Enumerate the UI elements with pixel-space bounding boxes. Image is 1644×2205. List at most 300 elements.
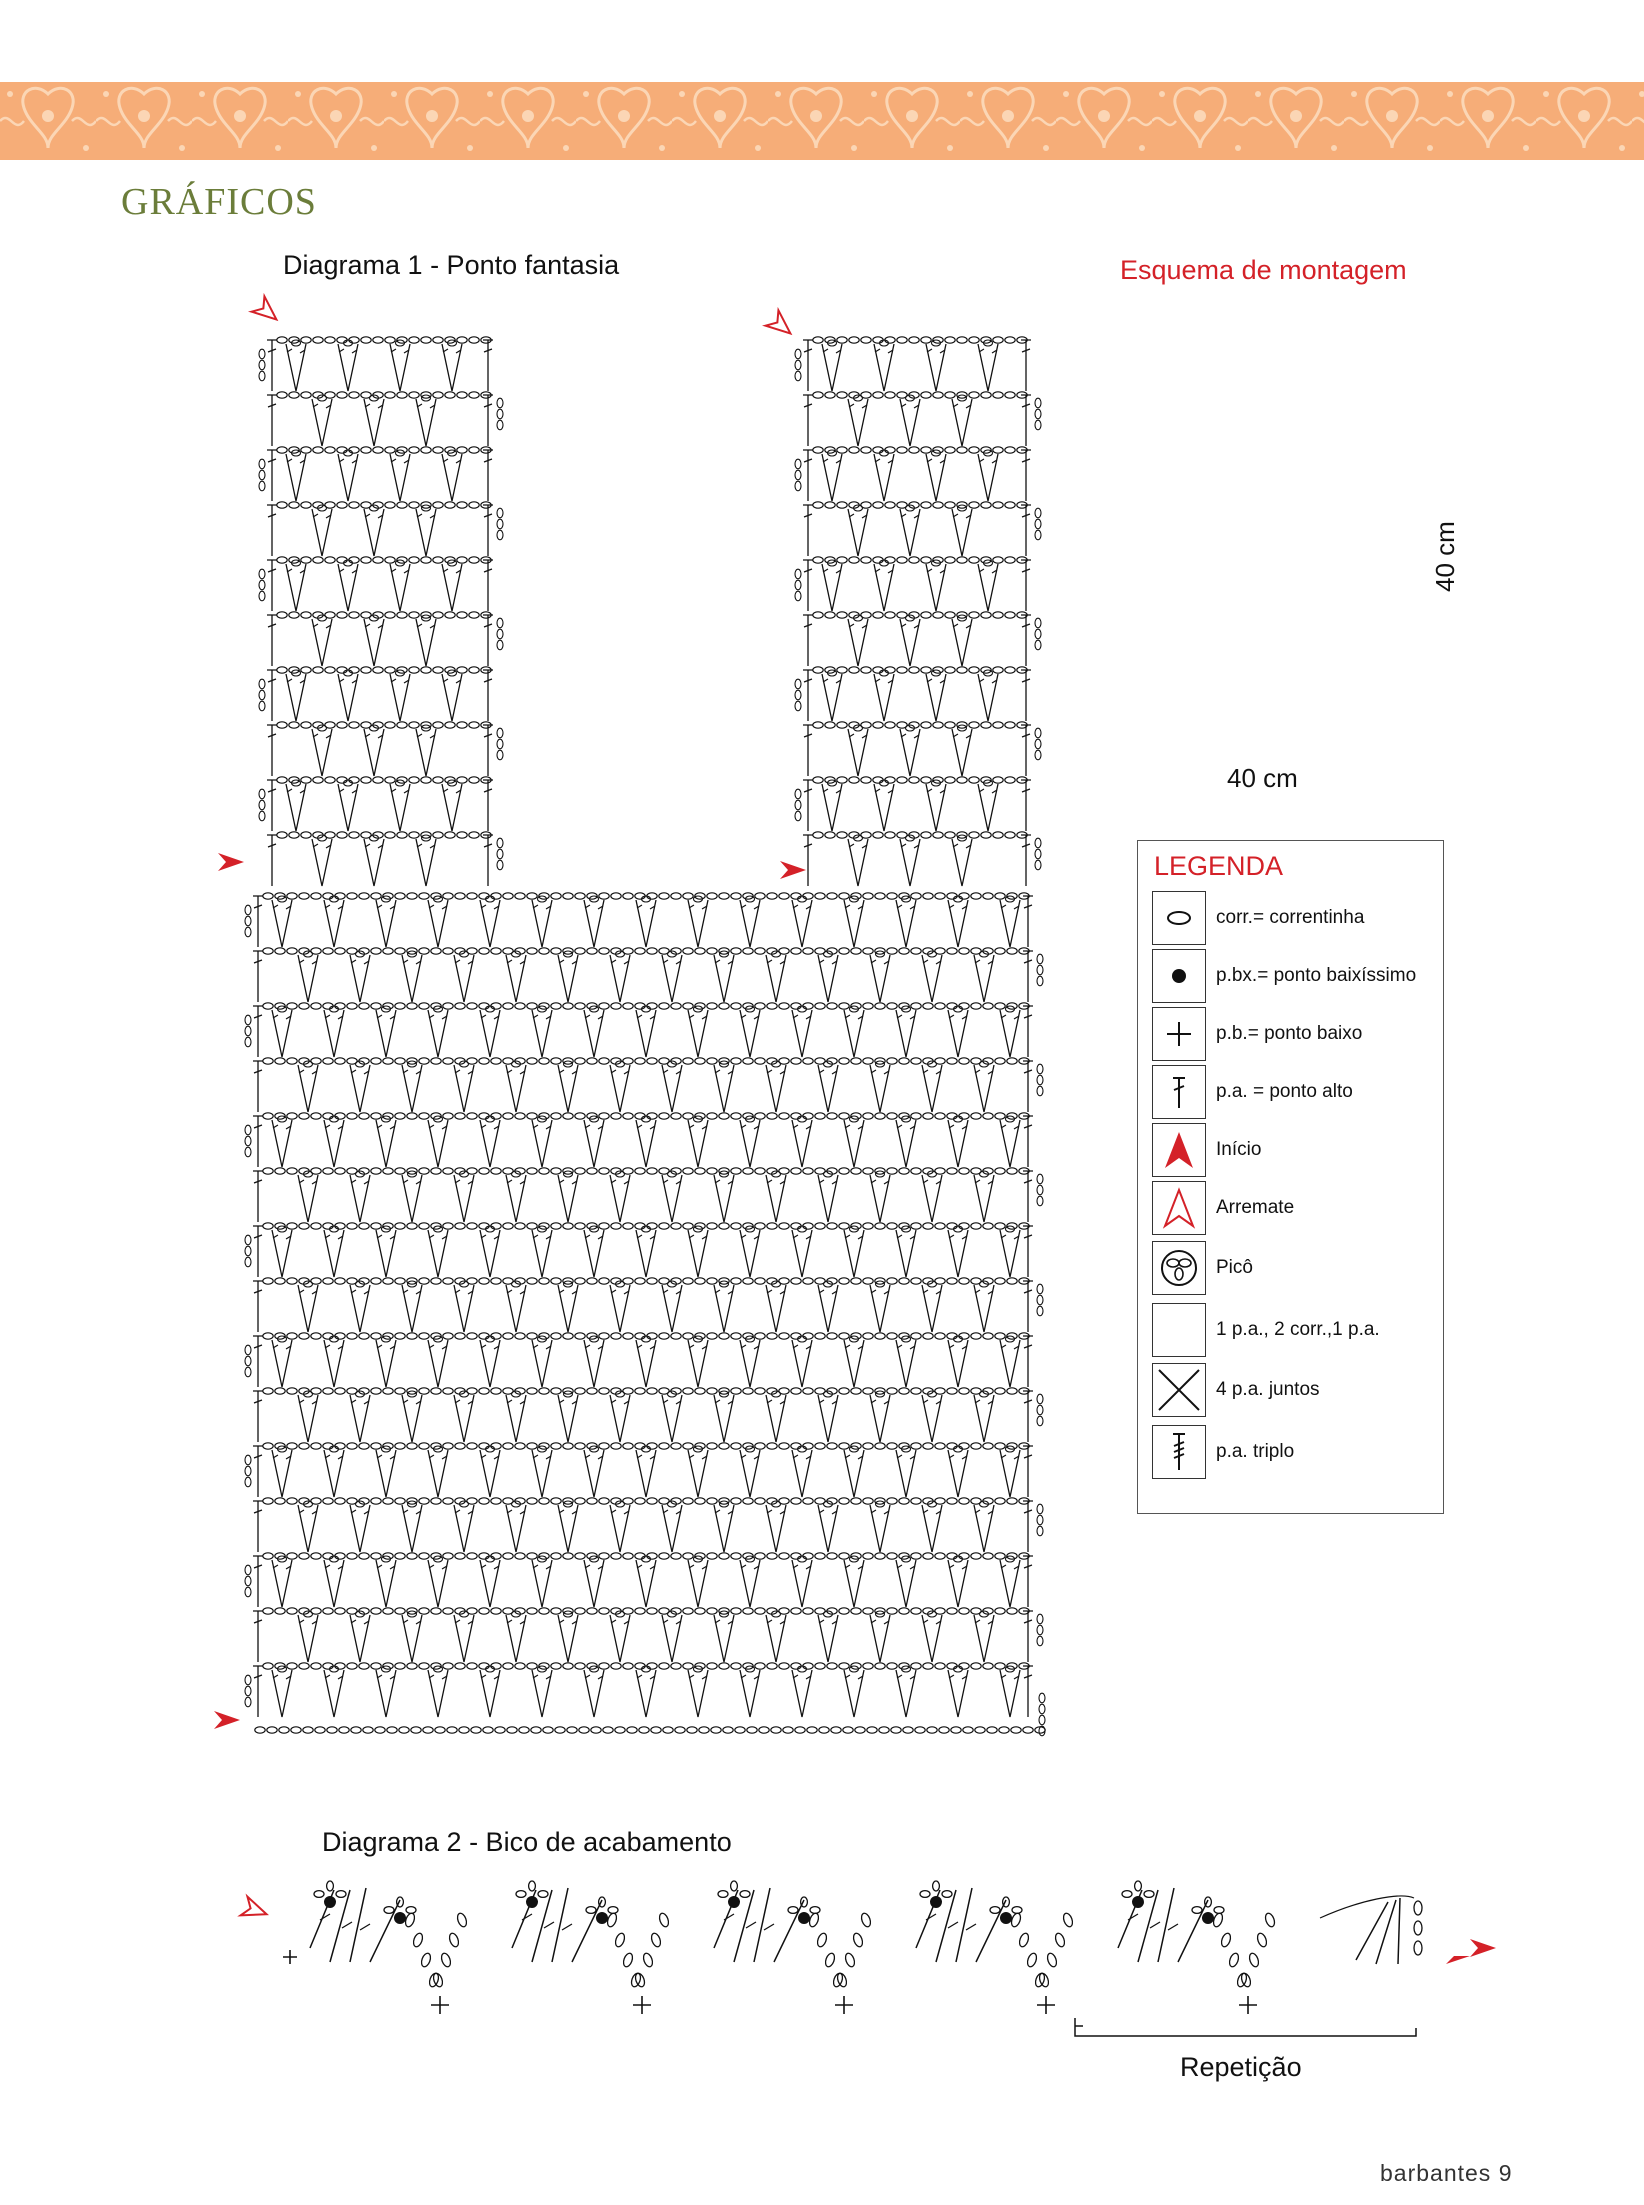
v-stitch bbox=[298, 951, 318, 1002]
chain-stitch bbox=[301, 667, 311, 673]
v-stitch bbox=[822, 670, 842, 721]
chain-stitch bbox=[863, 1388, 873, 1394]
chain-stitch bbox=[861, 667, 871, 673]
v-stitch bbox=[272, 1666, 292, 1717]
v-stitch bbox=[948, 896, 968, 947]
chain-stitch bbox=[479, 1058, 489, 1064]
turning-chain bbox=[1035, 508, 1041, 518]
legend-label: corr.= correntinha bbox=[1216, 907, 1365, 928]
v-stitch bbox=[870, 1281, 890, 1332]
chain-stitch bbox=[277, 392, 287, 398]
chain-stitch bbox=[419, 1168, 429, 1174]
v-stitch bbox=[350, 1061, 370, 1112]
v-stitch bbox=[636, 1336, 656, 1387]
v-stitch bbox=[896, 1666, 916, 1717]
chain-stitch bbox=[395, 1553, 405, 1559]
repeat-bracket bbox=[1075, 2018, 1416, 2036]
legend-item-double-crochet bbox=[1152, 1065, 1437, 1121]
chain-stitch bbox=[873, 722, 883, 728]
v-stitch bbox=[662, 1611, 682, 1662]
chain-stitch bbox=[467, 1113, 477, 1119]
chain-stitch bbox=[469, 722, 479, 728]
chain-stitch bbox=[325, 557, 335, 563]
chain-stitch bbox=[707, 1003, 717, 1009]
v-stitch bbox=[454, 1501, 474, 1552]
chain-stitch bbox=[435, 1727, 445, 1733]
turning-chain bbox=[259, 481, 265, 491]
edge-double-crochet bbox=[1023, 951, 1033, 1002]
slip-stitch-icon bbox=[1152, 949, 1206, 1003]
chain-stitch bbox=[599, 1168, 609, 1174]
chain-stitch bbox=[971, 1443, 981, 1449]
chain-stitch bbox=[957, 667, 967, 673]
chain-stitch bbox=[707, 1388, 717, 1394]
v-stitch bbox=[286, 780, 306, 831]
chain-stitch bbox=[551, 1223, 561, 1229]
chain-stitch bbox=[599, 1553, 609, 1559]
turning-chain bbox=[1037, 1295, 1043, 1305]
chain-stitch bbox=[683, 1608, 693, 1614]
chain-stitch bbox=[299, 1333, 309, 1339]
v-stitch bbox=[688, 1556, 708, 1607]
turning-chain bbox=[245, 1125, 251, 1135]
v-stitch bbox=[584, 1116, 604, 1167]
edge-double-crochet bbox=[1023, 1061, 1033, 1112]
chain-stitch bbox=[767, 1333, 777, 1339]
v-stitch bbox=[926, 780, 946, 831]
chain-stitch bbox=[945, 557, 955, 563]
chain-stitch bbox=[861, 777, 871, 783]
chain-stitch bbox=[311, 893, 321, 899]
chain-stitch bbox=[683, 1663, 693, 1669]
chain-stitch bbox=[837, 612, 847, 618]
chain-stitch bbox=[923, 893, 933, 899]
chain-stitch bbox=[987, 1727, 997, 1733]
chain-stitch bbox=[837, 667, 847, 673]
chain-stitch bbox=[551, 1498, 561, 1504]
chain-stitch bbox=[863, 1553, 873, 1559]
chain-stitch bbox=[469, 667, 479, 673]
chain-stitch bbox=[323, 1498, 333, 1504]
chain-stitch bbox=[731, 1663, 741, 1669]
chain-stitch bbox=[371, 1443, 381, 1449]
legend-item-triple-crochet bbox=[1152, 1425, 1437, 1481]
chain-stitch bbox=[719, 893, 729, 899]
chain-stitch bbox=[851, 948, 861, 954]
chain-stitch bbox=[921, 777, 931, 783]
chain-stitch bbox=[945, 337, 955, 343]
chain-stitch bbox=[455, 893, 465, 899]
v-stitch bbox=[874, 670, 894, 721]
v-stitch bbox=[822, 780, 842, 831]
chain-stitch bbox=[287, 1333, 297, 1339]
v-stitch bbox=[714, 1061, 734, 1112]
turning-chain bbox=[497, 409, 503, 419]
chain-stitch bbox=[699, 1727, 709, 1733]
v-stitch bbox=[922, 1281, 942, 1332]
chain-stitch bbox=[491, 1608, 501, 1614]
diagram1-caption: Diagrama 1 - Ponto fantasia bbox=[283, 250, 620, 280]
scallop-repeat bbox=[714, 1881, 872, 2014]
chain-stitch bbox=[301, 557, 311, 563]
chain-stitch bbox=[839, 1443, 849, 1449]
chain-stitch bbox=[527, 1278, 537, 1284]
v-stitch bbox=[792, 1556, 812, 1607]
chain-stitch bbox=[335, 1608, 345, 1614]
chain-stitch bbox=[837, 777, 847, 783]
chain-stitch bbox=[419, 1663, 429, 1669]
end-turning-chain bbox=[1414, 1941, 1422, 1955]
chain-stitch bbox=[503, 1663, 513, 1669]
edge-double-crochet bbox=[253, 1391, 263, 1442]
v-stitch bbox=[844, 1226, 864, 1277]
legend-title: LEGENDA bbox=[1154, 851, 1284, 881]
chain-stitch bbox=[395, 893, 405, 899]
chain-stitch bbox=[263, 1113, 273, 1119]
stitch-marks bbox=[1128, 1914, 1178, 1930]
chain-stitch bbox=[683, 1553, 693, 1559]
legend-label: Arremate bbox=[1216, 1197, 1295, 1218]
turning-chain bbox=[795, 789, 801, 799]
chain-stitch bbox=[813, 502, 823, 508]
chain-stitch bbox=[337, 832, 347, 838]
turning-chain bbox=[795, 679, 801, 689]
chain-stitch bbox=[671, 1113, 681, 1119]
edge-double-crochet bbox=[803, 560, 813, 611]
chain-stitch bbox=[291, 1727, 301, 1733]
edge-double-crochet bbox=[267, 670, 277, 721]
chain-stitch bbox=[635, 1608, 645, 1614]
chain-stitch bbox=[575, 1113, 585, 1119]
chain-stitch bbox=[395, 1663, 405, 1669]
chain-stitch bbox=[933, 832, 943, 838]
chain-stitch bbox=[743, 1608, 753, 1614]
chain-stitch bbox=[539, 1168, 549, 1174]
chain-stitch bbox=[647, 1388, 657, 1394]
chain-stitch bbox=[707, 948, 717, 954]
chain-stitch bbox=[851, 1608, 861, 1614]
v-stitch bbox=[532, 1006, 552, 1057]
chain-stitch bbox=[861, 447, 871, 453]
edge-double-crochet bbox=[483, 835, 493, 886]
v-stitch bbox=[272, 1336, 292, 1387]
chain-stitch bbox=[311, 1443, 321, 1449]
chain-stitch bbox=[445, 722, 455, 728]
start-arrow-edging bbox=[1470, 1939, 1496, 1957]
v-stitch bbox=[978, 780, 998, 831]
chain-stitch bbox=[969, 832, 979, 838]
single-crochet bbox=[835, 1996, 853, 2014]
picot bbox=[586, 1897, 618, 1924]
edge-double-crochet bbox=[1023, 1281, 1033, 1332]
chain-stitch bbox=[387, 1727, 397, 1733]
turning-chain bbox=[497, 420, 503, 430]
legend-item-chain bbox=[1152, 891, 1437, 947]
chain-stitch bbox=[779, 1443, 789, 1449]
chain-stitch bbox=[875, 1333, 885, 1339]
v-stitch bbox=[480, 1006, 500, 1057]
chain-stitch bbox=[969, 722, 979, 728]
chain-stitch bbox=[639, 1727, 649, 1733]
chain-stitch bbox=[731, 893, 741, 899]
chain-stitch bbox=[851, 1058, 861, 1064]
v-stitch bbox=[740, 1116, 760, 1167]
v-stitch bbox=[610, 1171, 630, 1222]
v-stitch bbox=[844, 1446, 864, 1497]
turning-chain bbox=[795, 371, 801, 381]
chain-stitch bbox=[815, 1553, 825, 1559]
chain-stitch bbox=[827, 1333, 837, 1339]
v-stitch bbox=[376, 1116, 396, 1167]
v-stitch bbox=[428, 1336, 448, 1387]
chain-stitch bbox=[575, 1443, 585, 1449]
chain-stitch bbox=[995, 1003, 1005, 1009]
chain-stitch bbox=[1007, 1168, 1017, 1174]
chain-stitch bbox=[995, 1388, 1005, 1394]
v-stitch bbox=[766, 1061, 786, 1112]
v-stitch bbox=[364, 395, 384, 446]
v-stitch bbox=[350, 1391, 370, 1442]
chain-stitch bbox=[361, 777, 371, 783]
chain-stitch bbox=[791, 1168, 801, 1174]
chain-stitch bbox=[503, 1003, 513, 1009]
edge-double-crochet bbox=[1021, 780, 1031, 831]
v-stitch bbox=[350, 1281, 370, 1332]
chain-stitch bbox=[575, 1388, 585, 1394]
chain-stitch bbox=[255, 1727, 265, 1733]
turning-chain bbox=[245, 1455, 251, 1465]
chain-stitch bbox=[313, 557, 323, 563]
chain-stitch bbox=[469, 337, 479, 343]
chain-stitch bbox=[563, 1333, 573, 1339]
chain-stitch bbox=[755, 1608, 765, 1614]
chain-stitch bbox=[275, 1058, 285, 1064]
chain-stitch bbox=[385, 722, 395, 728]
v-stitch bbox=[844, 1116, 864, 1167]
chain-stitch bbox=[911, 948, 921, 954]
chain-stitch bbox=[855, 1727, 865, 1733]
chain-stitch bbox=[995, 1223, 1005, 1229]
chain-stitch bbox=[923, 1663, 933, 1669]
chain-stitch bbox=[803, 948, 813, 954]
chain-stitch bbox=[275, 1498, 285, 1504]
chain-stitch bbox=[551, 1168, 561, 1174]
chain-stitch bbox=[885, 722, 895, 728]
turning-chain bbox=[245, 1136, 251, 1146]
chain-stitch bbox=[897, 557, 907, 563]
v-stitch bbox=[376, 1556, 396, 1607]
chain-stitch bbox=[923, 1223, 933, 1229]
chain-stitch bbox=[287, 1553, 297, 1559]
chain-stitch bbox=[263, 1388, 273, 1394]
chain-stitch bbox=[909, 777, 919, 783]
chain-stitch bbox=[527, 1113, 537, 1119]
chain-stitch bbox=[887, 1553, 897, 1559]
chain-stitch bbox=[875, 1113, 885, 1119]
chain-stitch bbox=[923, 1443, 933, 1449]
v-stitch bbox=[766, 1281, 786, 1332]
chain-stitch bbox=[921, 667, 931, 673]
chain-stitch bbox=[277, 612, 287, 618]
chain-stitch bbox=[861, 337, 871, 343]
chain-stitch bbox=[373, 447, 383, 453]
chain-stitch bbox=[947, 1498, 957, 1504]
chain-stitch bbox=[767, 1443, 777, 1449]
chain-stitch bbox=[433, 667, 443, 673]
chain-stitch bbox=[707, 1058, 717, 1064]
chain-stitch bbox=[863, 1113, 873, 1119]
v-stitch bbox=[974, 1171, 994, 1222]
chain-stitch bbox=[433, 722, 443, 728]
chain-stitch bbox=[507, 1727, 517, 1733]
v-stitch bbox=[874, 450, 894, 501]
v-stitch bbox=[324, 1226, 344, 1277]
chain-stitch bbox=[813, 447, 823, 453]
v-stitch bbox=[364, 615, 384, 666]
v-stitch bbox=[952, 615, 972, 666]
edge-double-crochet bbox=[803, 615, 813, 666]
v-stitch bbox=[428, 1226, 448, 1277]
chain-stitch bbox=[287, 1168, 297, 1174]
v-stitch bbox=[390, 340, 410, 391]
chain-stitch bbox=[347, 1553, 357, 1559]
chain-stitch bbox=[959, 1168, 969, 1174]
chain-stitch bbox=[683, 1223, 693, 1229]
v-stitch bbox=[480, 1116, 500, 1167]
chain-stitch bbox=[909, 667, 919, 673]
chain-stitch bbox=[313, 667, 323, 673]
v-stitch bbox=[974, 1391, 994, 1442]
chain-stitch bbox=[359, 1553, 369, 1559]
chain-stitch bbox=[707, 1113, 717, 1119]
chain-stitch bbox=[959, 1498, 969, 1504]
chain-stitch bbox=[409, 337, 419, 343]
chain-stitch bbox=[443, 1388, 453, 1394]
chain-stitch bbox=[971, 1113, 981, 1119]
chain-stitch bbox=[951, 1727, 961, 1733]
chain-stitch bbox=[275, 1608, 285, 1614]
chain-stitch bbox=[687, 1727, 697, 1733]
end-turning-chain bbox=[1414, 1901, 1422, 1915]
edge-double-crochet bbox=[253, 1226, 263, 1277]
chain-stitch bbox=[385, 447, 395, 453]
chain-stitch bbox=[275, 1168, 285, 1174]
edge-double-crochet bbox=[1021, 450, 1031, 501]
chain-stitch bbox=[875, 1443, 885, 1449]
chain-stitch bbox=[839, 1003, 849, 1009]
legend-label: p.bx.= ponto baixíssimo bbox=[1216, 965, 1417, 986]
chain-stitch bbox=[945, 447, 955, 453]
chain-stitch bbox=[419, 1498, 429, 1504]
chain-stitch bbox=[911, 1663, 921, 1669]
chain-stitch bbox=[993, 337, 1003, 343]
chain-stitch bbox=[897, 447, 907, 453]
chain-stitch bbox=[779, 1333, 789, 1339]
v-stitch bbox=[390, 450, 410, 501]
chain-stitch bbox=[873, 392, 883, 398]
chain-stitch bbox=[767, 1223, 777, 1229]
chain-stitch bbox=[409, 502, 419, 508]
turning-chain bbox=[1039, 1704, 1045, 1714]
v-stitch bbox=[442, 340, 462, 391]
picot bbox=[314, 1881, 346, 1908]
chain-stitch bbox=[959, 948, 969, 954]
turning-chain bbox=[1035, 519, 1041, 529]
v-stitch bbox=[272, 1226, 292, 1277]
edge-double-crochet bbox=[267, 450, 277, 501]
chain-stitch bbox=[347, 1113, 357, 1119]
chain-stitch bbox=[849, 447, 859, 453]
edge-double-crochet bbox=[1023, 1666, 1033, 1717]
edge-double-crochet bbox=[803, 725, 813, 776]
v-stitch bbox=[428, 1666, 448, 1717]
chain-stitch bbox=[969, 502, 979, 508]
chain-stitch bbox=[455, 1333, 465, 1339]
legend-item-four-dc-together bbox=[1152, 1363, 1437, 1419]
chain-stitch bbox=[433, 777, 443, 783]
turning-chain bbox=[259, 679, 265, 689]
section-title: GRÁFICOS bbox=[121, 181, 317, 223]
v-stitch bbox=[896, 1226, 916, 1277]
v-stitch bbox=[416, 615, 436, 666]
chain-stitch bbox=[921, 447, 931, 453]
chain-stitch bbox=[671, 1333, 681, 1339]
v-stitch bbox=[740, 1666, 760, 1717]
v-stitch bbox=[714, 1391, 734, 1442]
chain-stitch bbox=[885, 392, 895, 398]
edge-double-crochet bbox=[1023, 1336, 1033, 1387]
chain-stitch bbox=[289, 832, 299, 838]
chain-stitch bbox=[263, 1168, 273, 1174]
chain-stitch bbox=[909, 447, 919, 453]
chain-stitch bbox=[337, 612, 347, 618]
chain-stitch bbox=[803, 1278, 813, 1284]
chain-stitch bbox=[971, 1553, 981, 1559]
diagram2-caption: Diagrama 2 - Bico de acabamento bbox=[322, 1827, 732, 1857]
chain-stitch bbox=[887, 1223, 897, 1229]
chain-stitch bbox=[347, 1663, 357, 1669]
chain-stitch bbox=[731, 1278, 741, 1284]
chain-stitch bbox=[503, 1223, 513, 1229]
chain-stitch bbox=[371, 1113, 381, 1119]
chain-stitch bbox=[815, 1003, 825, 1009]
chain-stitch bbox=[611, 1553, 621, 1559]
chain-stitch bbox=[935, 1003, 945, 1009]
chain-stitch bbox=[719, 1553, 729, 1559]
v-stitch bbox=[818, 951, 838, 1002]
chain-stitch bbox=[433, 337, 443, 343]
chain-stitch bbox=[911, 1058, 921, 1064]
chain-stitch bbox=[635, 1058, 645, 1064]
edge-double-crochet bbox=[267, 505, 277, 556]
v-stitch bbox=[376, 1006, 396, 1057]
v-stitch bbox=[584, 896, 604, 947]
turning-chain bbox=[1035, 739, 1041, 749]
stitch-fan bbox=[916, 1888, 1006, 1962]
v-stitch bbox=[324, 1336, 344, 1387]
chain-stitch bbox=[287, 1388, 297, 1394]
edge-double-crochet bbox=[253, 1116, 263, 1167]
chain-stitch bbox=[803, 1498, 813, 1504]
chain-stitch bbox=[1005, 722, 1015, 728]
v-stitch bbox=[822, 450, 842, 501]
chain-stitch bbox=[433, 557, 443, 563]
chain-stitch bbox=[289, 392, 299, 398]
turning-chain bbox=[795, 569, 801, 579]
v-stitch bbox=[350, 1501, 370, 1552]
chain-stitch bbox=[911, 1333, 921, 1339]
chain-stitch bbox=[611, 1223, 621, 1229]
